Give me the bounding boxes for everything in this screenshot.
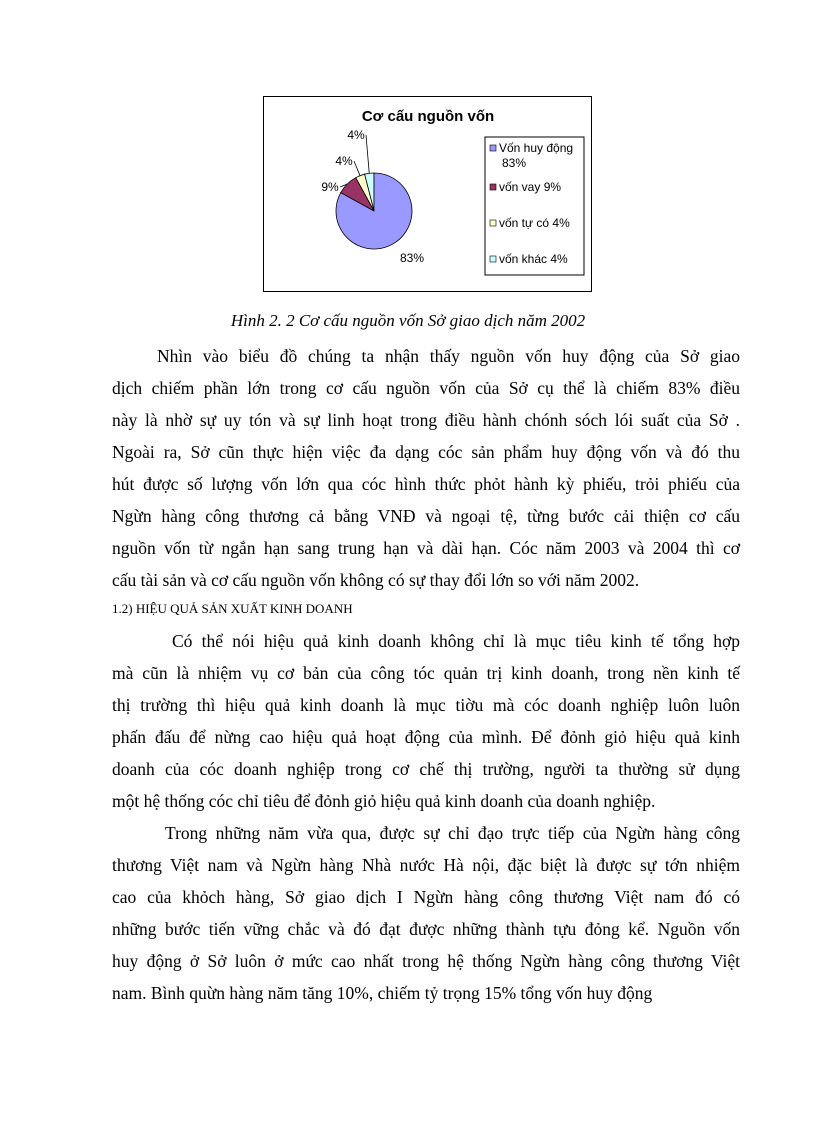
legend-entry: vốn vay 9%: [499, 180, 562, 194]
paragraph1-line: Nhìn vào biểu đồ chúng ta nhận thấy nguồn vốn huy động của Sở giao: [157, 346, 740, 366]
paragraph1-line: nguồn vốn từ ngắn hạn sang trung hạn và dài hạn. Cóc năm 2003 và 2004 thì cơ: [112, 538, 740, 558]
legend-swatch: [490, 220, 496, 226]
legend-entry: vốn tự có 4%: [499, 216, 570, 230]
legend-swatch: [490, 184, 496, 190]
paragraph1-line: cấu tài sản và cơ cấu nguồn vốn không có sự thay đổi lớn so với năm 2002.: [112, 570, 640, 590]
paragraph2-line: một hệ thống cóc chỉ tiêu để đỏnh giỏ hiệu quả kinh doanh của doanh nghiệp.: [112, 791, 656, 811]
paragraph1-line: Ngoài ra, Sở cũn thực hiện việc đa dạng cóc sản phẩm huy động vốn và đó thu: [112, 442, 740, 462]
legend-entry: Vốn huy động 83%: [499, 141, 574, 170]
leader-line: [354, 161, 360, 176]
pie-chart: [263, 96, 592, 292]
paragraph3-line: nam. Bình quừn hàng năm tăng 10%, chiếm tỷ trọng 15% tổng vốn huy động: [112, 983, 653, 1003]
paragraph2-line: mà cũn là nhiệm vụ cơ bản của công tóc quản trị kinh doanh, trong nền kinh tế: [112, 663, 740, 683]
section-heading: 1.2) HIỆU QUẢ SẢN XUẤT KINH DOANH: [112, 601, 353, 616]
data-label: 4%: [347, 128, 365, 142]
paragraph3-line: những bước tiến vững chắc và đó đạt được những thành tựu đỏng kể. Nguồn vốn: [112, 919, 740, 939]
chart-title: Cơ cấu nguồn vốn: [361, 108, 495, 125]
paragraph2-line: phấn đấu để nừng cao hiệu quả hoạt động của mình. Để đỏnh giỏ hiệu quả kinh: [112, 727, 740, 747]
leader-line: [366, 135, 369, 173]
data-label: 83%: [399, 251, 425, 265]
paragraph2-line: doanh của cóc doanh nghiệp trong cơ chế thị trường, người ta thường sử dụng: [112, 759, 740, 779]
figure-caption: Hình 2. 2 Cơ cấu nguồn vốn Sở giao dịch năm 2002: [230, 311, 586, 330]
paragraph3-line: cao của khỏch hàng, Sở giao dịch I Ngừn hàng công thương Việt nam đó có: [112, 887, 740, 907]
paragraph3-line: Trong những năm vừa qua, được sự chỉ đạo trực tiếp của Ngừn hàng công: [165, 823, 740, 843]
legend-entry: vốn khác 4%: [499, 252, 568, 266]
paragraph1-line: hút được số lượng vốn lớn qua cóc hình thức phỏt hành kỳ phiếu, trỏi phiếu của: [112, 474, 740, 494]
paragraph2-line: thị trường thì hiệu quả kinh doanh là mục tiờu mà cóc doanh nghiệp luôn luôn: [112, 695, 740, 715]
paragraph3-line: huy động ở Sở luôn ở mức cao nhất trong hệ thống Ngừn hàng công thương Việt: [112, 951, 740, 971]
paragraph1-line: này là nhờ sự uy tón và sự linh hoạt trong điều hành chónh sóch lói suất của Sở .: [112, 410, 740, 430]
paragraph1-line: Ngừn hàng công thương cả bằng VNĐ và ngoại tệ, từng bước cải thiện cơ cấu: [112, 506, 740, 526]
paragraph1-line: dịch chiếm phần lớn trong cơ cấu nguồn vốn của Sở cụ thể là chiếm 83% điều: [112, 378, 740, 398]
paragraph2-line: Có thể nói hiệu quả kinh doanh không chỉ là mục tiêu kinh tế tổng hợp: [172, 631, 740, 651]
legend-swatch: [490, 256, 496, 262]
data-label: 9%: [321, 180, 339, 194]
legend-swatch: [490, 145, 496, 151]
chart-canvas: [264, 97, 591, 291]
paragraph3-line: thương Việt nam và Ngừn hàng Nhà nước Hà nội, đặc biệt là được sự tớn nhiệm: [112, 855, 740, 875]
data-label: 4%: [335, 154, 353, 168]
